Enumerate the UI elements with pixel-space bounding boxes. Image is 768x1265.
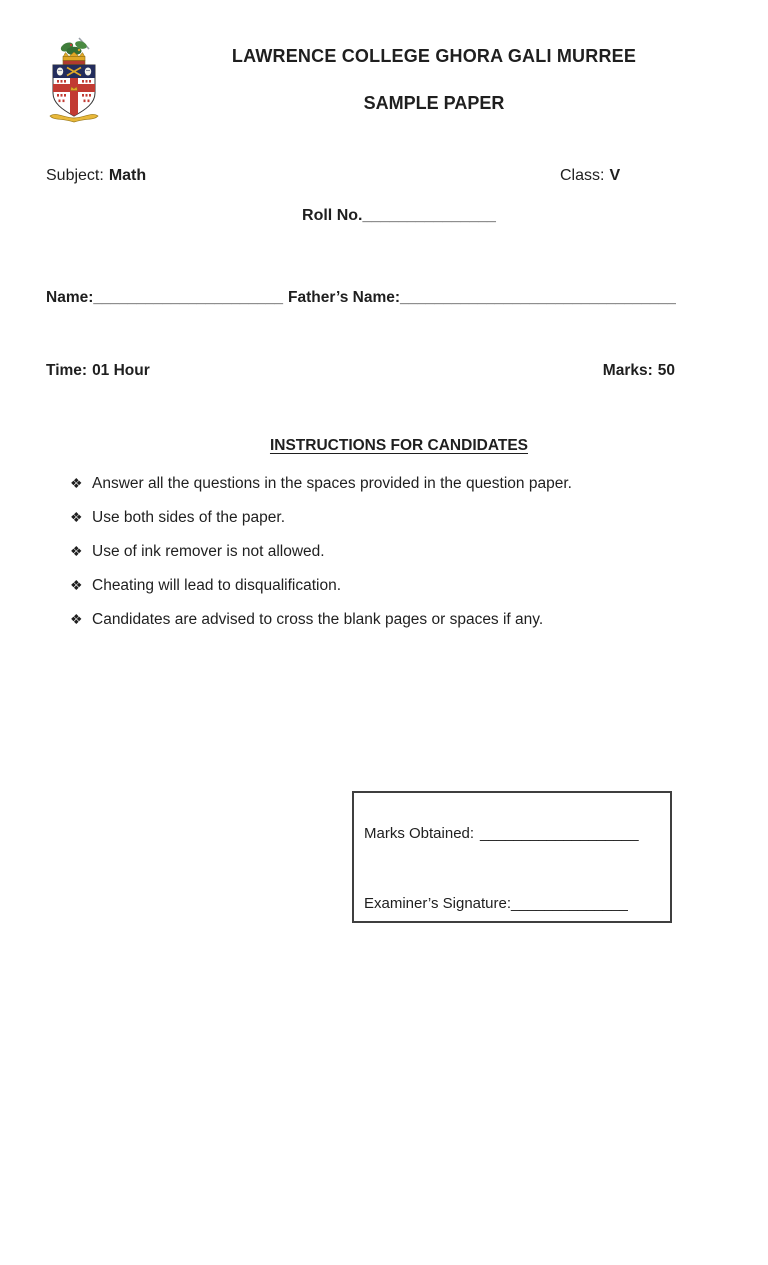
examiner-signature-field (364, 895, 628, 912)
class-label: Class: (560, 167, 605, 184)
marks-value: 50 (657, 362, 675, 379)
examiner-signature-blank: ______________ (511, 895, 628, 912)
marks-obtained-field (364, 825, 639, 842)
list-item (70, 542, 710, 561)
instructions-list (70, 474, 710, 644)
father-name-blank: ________________________________ (400, 289, 676, 306)
time-field (46, 362, 150, 380)
time-label: Time: (46, 362, 88, 379)
crest-crown-icon (63, 52, 85, 65)
marks-label: Marks: (602, 362, 653, 379)
diamond-bullet-icon: ❖ (70, 509, 83, 525)
examiner-signature-label: Examiner’s Signature: (364, 895, 512, 912)
marks-field (603, 362, 675, 380)
diamond-bullet-icon: ❖ (70, 543, 83, 559)
instruction-text: Use of ink remover is not allowed. (92, 543, 325, 560)
diamond-bullet-icon: ❖ (70, 577, 83, 593)
subject-label: Subject: (46, 167, 104, 184)
class-value: V (609, 167, 621, 184)
instruction-text: Candidates are advised to cross the blank pages or spaces if any. (92, 611, 544, 628)
paper-title: SAMPLE PAPER (363, 93, 505, 113)
roll-no-blank: _______________ (362, 207, 496, 224)
instructions-heading: INSTRUCTIONS FOR CANDIDATES (269, 437, 529, 454)
list-item (70, 576, 710, 595)
roll-no-label: Roll No. (302, 207, 363, 224)
name-label: Name: (46, 289, 94, 306)
subject-value: Math (108, 167, 147, 184)
instruction-text: Cheating will lead to disqualification. (92, 577, 342, 594)
diamond-bullet-icon: ❖ (70, 611, 83, 627)
marks-obtained-blank: ___________________ (480, 825, 639, 842)
institution-title: LAWRENCE COLLEGE GHORA GALI MURREE (231, 46, 637, 66)
class-field (560, 167, 620, 185)
list-item (70, 508, 710, 527)
diamond-bullet-icon: ❖ (70, 475, 83, 491)
father-name-label: Father’s Name: (288, 289, 401, 306)
subject-field (46, 167, 146, 185)
time-marks-row (46, 362, 675, 380)
time-value: 01 Hour (92, 362, 150, 379)
instruction-text: Use both sides of the paper. (92, 509, 286, 526)
list-item (70, 474, 710, 493)
list-item (70, 610, 710, 629)
name-blank: ______________________ (93, 289, 284, 306)
marks-obtained-label: Marks Obtained: (364, 825, 475, 842)
header (146, 46, 722, 114)
college-crest-icon (48, 37, 100, 125)
college-crest-logo (48, 37, 100, 125)
marks-box (352, 791, 672, 923)
roll-no-field (0, 207, 768, 225)
instruction-text: Answer all the questions in the spaces provided in the question paper. (92, 475, 572, 492)
name-row (46, 289, 676, 307)
